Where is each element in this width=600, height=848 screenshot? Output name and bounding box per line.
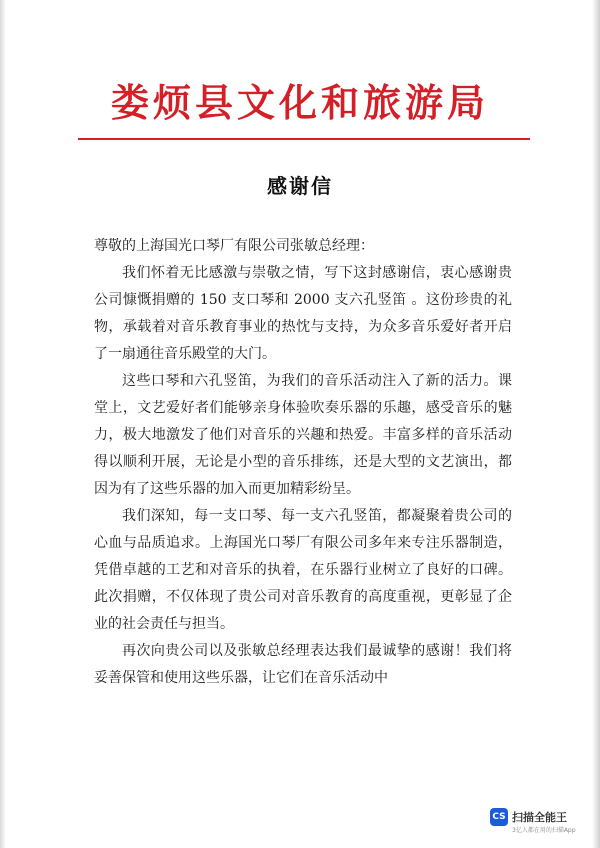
camscanner-logo-icon: CS — [490, 808, 508, 826]
letterhead-org-name: 娄烦县文化和旅游局 — [110, 80, 489, 125]
watermark-app-name: 扫描全能王 — [512, 811, 567, 824]
watermark-tagline: 3亿人都在用的扫描App — [512, 827, 576, 834]
letter-paragraph-3: 我们深知，每一支口琴、每一支六孔竖笛，都凝聚着贵公司的心血与品质追求。上海国光口琴厂有限公司多年来专注乐器制造，凭借卓越的工艺和对音乐的执着，在乐器行业树立了良好的口碑。此次捐赠，不仅体现了贵公司对音乐教育的高度重视，更彰显了企业的社会责任与担当。 — [94, 508, 512, 632]
letter-paragraph-1: 我们怀着无比感激与崇敬之情，写下这封感谢信，衷心感谢贵公司慷慨捐赠的 150 支口琴和 2000 支六孔竖笛 。这份珍贵的礼物，承载着对音乐教育事业的热忱与支持，为众多音乐爱好者开启了一扇通往音乐殿堂的大门。 — [94, 265, 512, 362]
page-edge-shadow-left — [0, 0, 6, 848]
scanner-watermark — [490, 806, 586, 838]
letter-paragraph-2: 这些口琴和六孔竖笛，为我们的音乐活动注入了新的活力。课堂上，文艺爱好者们能够亲身体验吹奏乐器的乐趣，感受音乐的魅力，极大地激发了他们对音乐的兴趣和热爱。丰富多样的音乐活动得以顺利开展，无论是小型的音乐排练，还是大型的文艺演出，都因为有了这些乐器的加入而更加精彩纷呈。 — [94, 373, 512, 497]
page-edge-shadow-right — [592, 0, 600, 848]
letterhead-rule — [78, 138, 530, 140]
letter-paragraph-4: 再次向贵公司以及张敏总经理表达我们最诚挚的感谢！我们将妥善保管和使用这些乐器，让它们在音乐活动中 — [94, 643, 512, 686]
letter-body — [94, 233, 512, 692]
letter-title: 感谢信 — [267, 174, 333, 198]
letter-salutation: 尊敬的上海国光口琴厂有限公司张敏总经理： — [94, 238, 374, 254]
